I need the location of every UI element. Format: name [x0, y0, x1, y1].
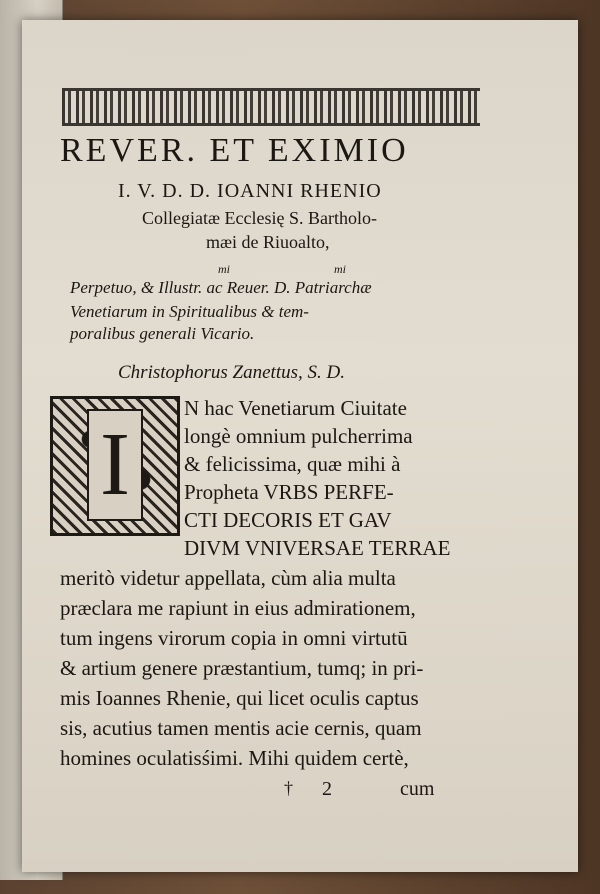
initial-letter: I	[87, 409, 143, 521]
body-line: mis Ioannes Rhenie, qui licet oculis captus	[60, 686, 419, 710]
heading-line-1: REVER. ET EXIMIO	[60, 132, 409, 169]
heading-line-4: mæi de Riuoalto,	[206, 232, 330, 252]
signature-number: 2	[322, 778, 332, 800]
body-line: DIVM VNIVERSAE TERRAE	[184, 536, 451, 560]
heading-line-3: Collegiatæ Ecclesię S. Bartholo-	[142, 208, 377, 228]
body-line: Propheta VRBS PERFE-	[184, 480, 394, 504]
body-line: CTI DECORIS ET GAV	[184, 508, 392, 532]
dedication-line-1: Perpetuo, & Illustr. ac Reuer. D. Patriarchæ	[70, 278, 372, 297]
body-line: homines oculatisśimi. Mihi quidem certè,	[60, 746, 409, 770]
superscript-a: mi	[218, 262, 230, 276]
body-line: tum ingens virorum copia in omni virtutū	[60, 626, 408, 650]
superscript-b: mi	[334, 262, 346, 276]
body-line: & artium genere præstantium, tumq; in pri-	[60, 656, 424, 680]
signature-mark: †	[284, 778, 293, 798]
body-line: N hac Venetiarum Ciuitate	[184, 396, 407, 420]
ornamental-headpiece	[62, 88, 480, 126]
decorated-initial	[50, 396, 180, 536]
book-page	[22, 20, 578, 872]
body-line: præclara me rapiunt in eius admirationem,	[60, 596, 416, 620]
dedication-line-3: poralibus generali Vicario.	[70, 324, 255, 343]
salutation: Christophorus Zanettus, S. D.	[118, 362, 345, 383]
heading-line-2: I. V. D. D. IOANNI RHENIO	[118, 180, 382, 202]
body-line: sis, acutius tamen mentis acie cernis, quam	[60, 716, 422, 740]
body-line: & felicissima, quæ mihi à	[184, 452, 401, 476]
dedication-line-2: Venetiarum in Spiritualibus & tem-	[70, 302, 309, 321]
catchword: cum	[400, 778, 435, 800]
body-line: meritò videtur appellata, cùm alia multa	[60, 566, 396, 590]
body-line: longè omnium pulcherrima	[184, 424, 413, 448]
